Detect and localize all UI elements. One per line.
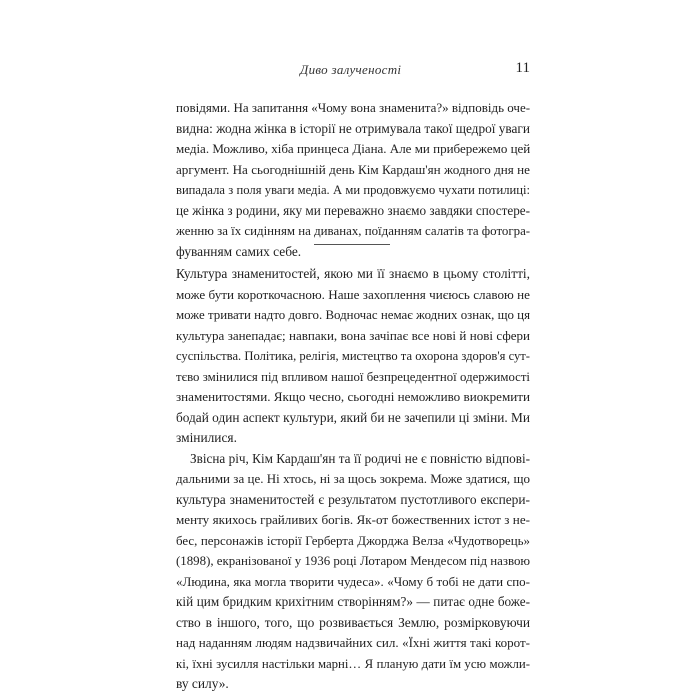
paragraph-continuation [176,98,530,262]
text-line: аргумент. На сьогоднішній день Кім Кардаш'ян жодного дня не [176,161,530,177]
text-line: кі, їхні зусилля настільки марні… Я планую дати їм усю можли- [176,656,530,671]
text-line: ву силу». [176,676,229,691]
text-line: тєво змінилися під впливом нашої безпрецедентної одержимості [176,369,530,384]
text-line: (1898), екранізованої у 1936 році Лотаром Мендесом під назвою [176,554,531,568]
text-line: над наданням людям надзвичайних сил. «Їхні життя такі корот- [176,635,530,650]
text-line: видна: жодна жінка в історії не отримувала такої щедрої уваги [176,120,530,136]
text-line: медіа. Можливо, хіба принцеса Діана. Але ми прибережемо цей [176,141,531,156]
text-line: змінилися. [176,430,237,445]
text-line: женню за їх сидінням на диванах, поїданням салатів та фотогра- [176,224,531,238]
text-line: кій цим бридким крихітним створінням?» — питає одне боже- [176,594,530,609]
text-line: культура знаменитостей є результатом пустотливого експери- [176,491,530,507]
text-line: випадала з поля уваги медіа. А ми продовжуємо чухати потилиці: [176,183,530,197]
text-line: бодай один аспект культури, який би не зачепили ці зміни. Ми [176,409,530,425]
text-line: повідями. На запитання «Чому вона знаменита?» відповідь оче- [176,100,531,115]
text-line: Звісна річ, Кім Кардаш'ян та її родичі не є повністю відпові- [190,450,530,466]
page-number: 11 [515,60,530,76]
running-head [176,60,530,80]
text-line: знаменитостями. Якщо чесно, сьогодні неможливо виокремити [176,389,530,404]
text-line: менту якихось грайливих богів. Як-от божественних істот з не- [176,512,530,527]
text-line: бес, персонажів історії Герберта Джорджа Велза «Чудотворець» [176,533,530,548]
text-line: ство в іншого, того, що розвивається Землю, розмірковуючи [176,614,530,630]
text-line: дальними за це. Ні хтось, ні за щось зокрема. Може здатися, що [176,471,530,486]
text-line: може бути короткочасною. Наше захоплення чиєюсь славою не [176,286,530,302]
text-line: Культура знаменитостей, якою ми її знаємо в цьому столітті, [176,266,530,281]
running-title: Диво залученості [300,62,402,77]
text-line: це жінка з родини, яку ми переважно знаємо завдяки спостере- [176,202,531,218]
section-body [176,264,530,695]
section-separator [314,244,390,245]
text-line: «Людина, яка могла творити чудеса». «Чому б тобі не дати спо- [176,573,530,589]
text-line: культура занепадає; навпаки, вона зачіпає все нові й нові сфери [176,327,530,343]
text-line: фуванням самих себе. [176,243,302,259]
text-line: може тривати надто довго. Водночас немає жодних ознак, що ця [176,308,530,322]
text-line: суспільства. Політика, релігія, мистецтво та охорона здоров'я сут- [176,349,530,363]
